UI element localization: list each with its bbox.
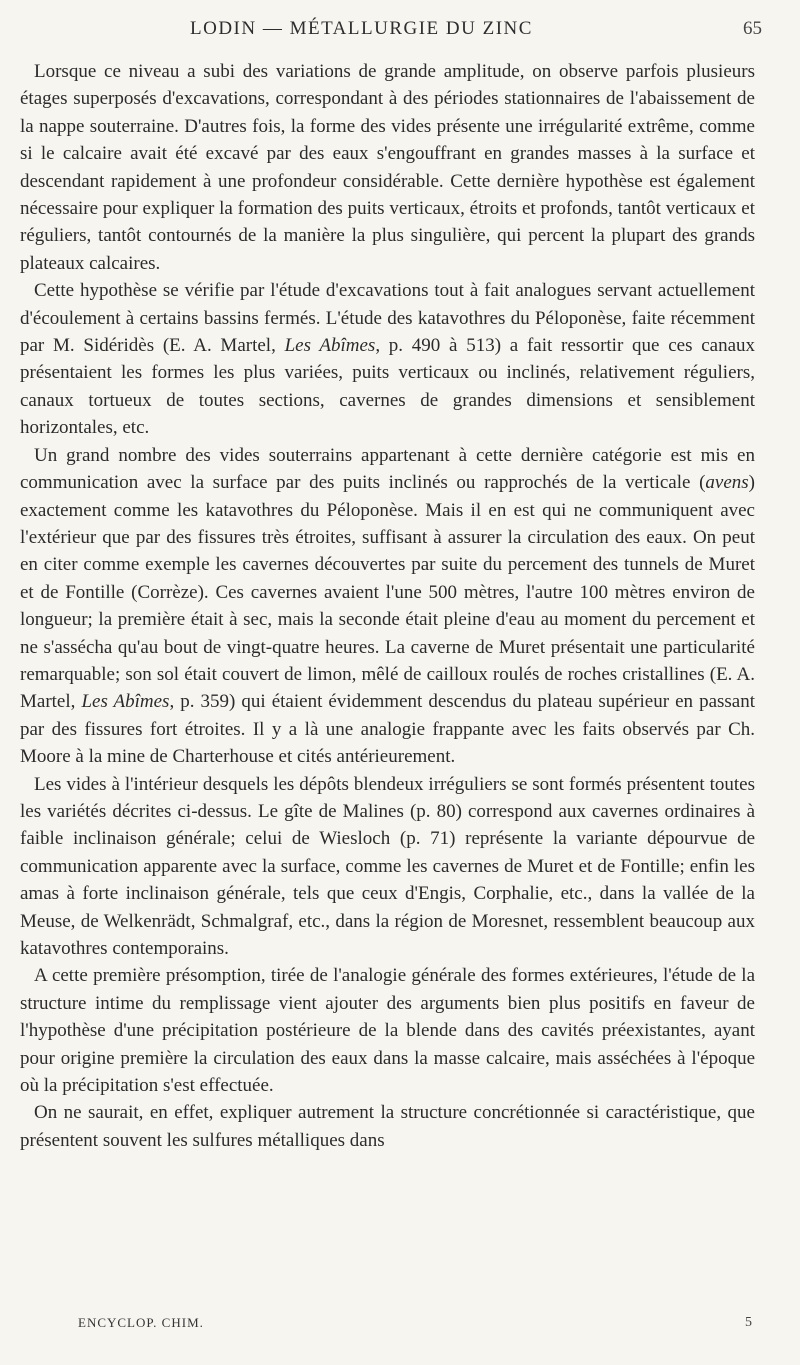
footer-signature: ENCYCLOP. CHIM. (78, 1315, 204, 1330)
paragraph-text: A cette première présomption, tirée de l'analogie générale des formes extérieures, l'étude de la structure intime du remplissage vient ajouter des arguments bien plus positifs en faveur de l'hypothèse d'une précipitation postérieure de la blende dans des cavités préexistantes, ayant pour origine première la circulation des eaux dans la masse calcaire, mais asséchées à l'époque où la précipitation s'est effectuée. (20, 965, 755, 1097)
body-text (20, 58, 755, 1154)
paragraph-text: On ne saurait, en effet, expliquer autrement la structure concrétionnée si caractéristique, que présentent souvent les sulfures métalliques dans (20, 1102, 755, 1151)
page-footer (0, 1315, 800, 1345)
italic-citation: avens (705, 472, 749, 494)
paragraph-text: Cette hypothèse se vérifie par l'étude d'excavations tout à fait analogues servant actuellement d'écoulement à certains bassins fermés. L'étude des katavothres du Péloponèse, faite récemment par M. Sidéridès (E. A. Martel, (20, 280, 755, 357)
running-title: LODIN — MÉTALLURGIE DU ZINC (190, 18, 533, 39)
paragraph-text: Les vides à l'intérieur desquels les dépôts blendeux irréguliers se sont formés présentent toutes les variétés décrites ci-dessus. Le gîte de Malines (p. 80) correspond aux cavernes ordinaires à faible inclinaison générale; celui de Wiesloch (p. 71) représente la variante dépourvue de communication apparente avec la surface, comme les cavernes de Muret et de Fontille; enfin les amas à forte inclinaison générale, tels que ceux d'Engis, Corphalie, etc., dans la vallée de la Meuse, de Welkenrädt, Schmalgraf, etc., dans la région de Moresnet, ressemblent beaucoup aux katavothres contemporains. (20, 773, 755, 959)
paragraph-text: ) exactement comme les katavothres du Péloponèse. Mais il en est qui ne communiquent avec l'extérieur que par des fissures très étroites, suffisant à assurer la circulation des eaux. On peut en citer comme exemple les cavernes découvertes par suite du percement des tunnels de Muret et de Fontille (Corrèze). Ces cavernes avaient l'une 500 mètres, l'autre 100 mètres environ de longueur; la première était à sec, mais la seconde était pleine d'eau au moment du percement et ne s'assécha qu'au bout de vingt-quatre heures. La caverne de Muret présentait une particularité remarquable; son sol était couvert de limon, mêlé de cailloux roulés de roches cristallines (E. A. Martel, (20, 472, 755, 713)
paragraph-text: Un grand nombre des vides souterrains appartenant à cette dernière catégorie est mis en communication avec la surface par des puits inclinés ou rapprochés de la verticale ( (20, 444, 755, 494)
paragraph-text: Lorsque ce niveau a subi des variations de grande amplitude, on observe parfois plusieurs étages superposés d'excavations, correspondant à des périodes stationnaires de l'abaissement de la nappe souterraine. D'autres fois, la forme des vides présente une irrégularité extrême, comme si le calcaire avait été excavé par des eaux s'engouffrant en grandes masses à la surface et descendant rapidement à une profondeur considérable. Cette dernière hypothèse est également nécessaire pour expliquer la formation des puits verticaux, étroits et profonds, tantôt verticaux et réguliers, tantôt contournés de la manière la plus singulière, qui percent la plupart des grands plateaux calcaires. (20, 61, 755, 274)
paragraph (20, 962, 755, 1099)
italic-citation: Les Abîmes (81, 691, 170, 713)
footer-sheet-number: 5 (745, 1315, 752, 1330)
paragraph-text: , p. 359) qui étaient évidemment descendus du plateau supérieur en passant par des fissures fort étroites. Il y a là une analogie frappante avec les faits observés par Ch. Moore à la mine de Charterhouse et cités antérieurement. (20, 691, 755, 768)
paragraph (20, 1099, 755, 1154)
running-head (0, 18, 800, 48)
paragraph (20, 771, 755, 963)
paragraph-text: , p. 490 à 513) a fait ressortir que ces canaux présentaient les formes les plus variées, puits verticaux ou inclinés, relativement réguliers, canaux tortueux de toutes sections, cavernes de grandes dimensions et sensiblement horizontales, etc. (20, 335, 756, 439)
paragraph (20, 442, 755, 771)
paragraph (20, 58, 755, 277)
italic-citation: Les Abîmes (284, 335, 376, 357)
page-number: 65 (743, 18, 762, 39)
paragraph (20, 277, 755, 441)
